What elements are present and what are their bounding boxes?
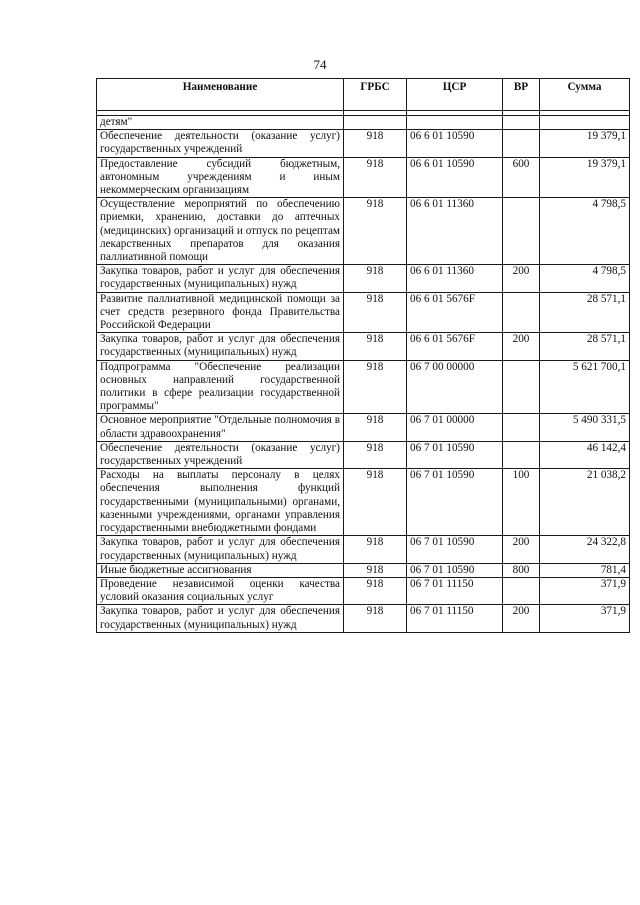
row-sum: 5 490 331,5 — [540, 414, 630, 441]
row-name: Закупка товаров, работ и услуг для обеспечения государственных (муниципальных) нужд — [97, 536, 344, 563]
row-grbs: 918 — [344, 469, 407, 536]
row-grbs — [344, 116, 407, 130]
row-grbs: 918 — [344, 292, 407, 333]
row-vr: 200 — [503, 536, 540, 563]
row-sum: 781,4 — [540, 563, 630, 577]
table-body — [97, 116, 630, 633]
row-sum: 5 621 700,1 — [540, 360, 630, 414]
row-sum: 46 142,4 — [540, 441, 630, 468]
table-row — [97, 116, 630, 130]
header-grbs: ГРБС — [344, 79, 407, 111]
header-name: Наименование — [97, 79, 344, 111]
row-csr: 06 6 01 5676F — [407, 333, 503, 360]
table-row — [97, 441, 630, 468]
table-row — [97, 414, 630, 441]
row-sum: 28 571,1 — [540, 292, 630, 333]
row-name: Предоставление субсидий бюджетным, автономным учреждениям и иным некоммерческим организациям — [97, 157, 344, 198]
row-name: детям" — [97, 116, 344, 130]
table-row — [97, 157, 630, 198]
row-csr: 06 7 01 00000 — [407, 414, 503, 441]
row-vr — [503, 130, 540, 157]
row-csr: 06 6 01 5676F — [407, 292, 503, 333]
row-name: Закупка товаров, работ и услуг для обеспечения государственных (муниципальных) нужд — [97, 333, 344, 360]
row-vr — [503, 198, 540, 265]
row-csr: 06 7 01 11150 — [407, 605, 503, 632]
row-csr: 06 7 01 10590 — [407, 441, 503, 468]
row-grbs: 918 — [344, 198, 407, 265]
row-vr — [503, 116, 540, 130]
row-grbs: 918 — [344, 605, 407, 632]
row-name: Обеспечение деятельности (оказание услуг) государственных учреждений — [97, 441, 344, 468]
table-row — [97, 563, 630, 577]
row-vr — [503, 292, 540, 333]
row-grbs: 918 — [344, 577, 407, 604]
row-name: Закупка товаров, работ и услуг для обеспечения государственных (муниципальных) нужд — [97, 265, 344, 292]
row-vr — [503, 360, 540, 414]
row-csr: 06 7 01 11150 — [407, 577, 503, 604]
row-grbs: 918 — [344, 536, 407, 563]
table-row — [97, 265, 630, 292]
row-grbs: 918 — [344, 441, 407, 468]
row-vr — [503, 441, 540, 468]
row-sum: 21 038,2 — [540, 469, 630, 536]
row-csr: 06 6 01 11360 — [407, 265, 503, 292]
row-sum: 371,9 — [540, 577, 630, 604]
row-csr: 06 6 01 10590 — [407, 130, 503, 157]
table-header-row — [97, 79, 630, 111]
row-name: Иные бюджетные ассигнования — [97, 563, 344, 577]
row-name: Проведение независимой оценки качества условий оказания социальных услуг — [97, 577, 344, 604]
row-grbs: 918 — [344, 360, 407, 414]
row-grbs: 918 — [344, 414, 407, 441]
table-row — [97, 536, 630, 563]
page-number: 74 — [313, 57, 327, 72]
row-csr — [407, 116, 503, 130]
row-grbs: 918 — [344, 563, 407, 577]
row-sum: 24 322,8 — [540, 536, 630, 563]
header-sum: Сумма — [540, 79, 630, 111]
table-row — [97, 577, 630, 604]
row-sum: 28 571,1 — [540, 333, 630, 360]
table-row — [97, 469, 630, 536]
row-sum: 19 379,1 — [540, 157, 630, 198]
table-row — [97, 130, 630, 157]
row-sum: 4 798,5 — [540, 265, 630, 292]
row-vr: 800 — [503, 563, 540, 577]
table-row — [97, 333, 630, 360]
row-sum — [540, 116, 630, 130]
row-vr: 100 — [503, 469, 540, 536]
row-vr — [503, 414, 540, 441]
row-vr: 200 — [503, 605, 540, 632]
row-name: Подпрограмма "Обеспечение реализации основных направлений государственной политики в сфере реализации государственной программы" — [97, 360, 344, 414]
table-row — [97, 360, 630, 414]
row-name: Основное мероприятие "Отдельные полномочия в области здравоохранения" — [97, 414, 344, 441]
row-sum: 19 379,1 — [540, 130, 630, 157]
row-csr: 06 7 01 10590 — [407, 536, 503, 563]
header-vr: ВР — [503, 79, 540, 111]
row-vr: 600 — [503, 157, 540, 198]
row-name: Закупка товаров, работ и услуг для обеспечения государственных (муниципальных) нужд — [97, 605, 344, 632]
row-grbs: 918 — [344, 265, 407, 292]
row-grbs: 918 — [344, 130, 407, 157]
row-csr: 06 6 01 10590 — [407, 157, 503, 198]
header-csr: ЦСР — [407, 79, 503, 111]
row-name: Расходы на выплаты персоналу в целях обеспечения выполнения функций государственными (муниципальными) органами, казенными учреждениями, органами управления государственными внебюджетными фондами — [97, 469, 344, 536]
row-csr: 06 6 01 11360 — [407, 198, 503, 265]
table-row — [97, 292, 630, 333]
budget-table — [96, 78, 630, 633]
row-csr: 06 7 01 10590 — [407, 469, 503, 536]
row-sum: 4 798,5 — [540, 198, 630, 265]
row-name: Обеспечение деятельности (оказание услуг) государственных учреждений — [97, 130, 344, 157]
row-csr: 06 7 01 10590 — [407, 563, 503, 577]
row-grbs: 918 — [344, 157, 407, 198]
row-grbs: 918 — [344, 333, 407, 360]
row-vr: 200 — [503, 265, 540, 292]
row-sum: 371,9 — [540, 605, 630, 632]
row-csr: 06 7 00 00000 — [407, 360, 503, 414]
table-row — [97, 198, 630, 265]
row-vr — [503, 577, 540, 604]
table-row — [97, 605, 630, 632]
row-name: Развитие паллиативной медицинской помощи за счет средств резервного фонда Правительства Российской Федерации — [97, 292, 344, 333]
row-vr: 200 — [503, 333, 540, 360]
row-name: Осуществление мероприятий по обеспечению приемки, хранению, доставки до аптечных (медицинских) организаций и отпуск по рецептам лекарственных препаратов для оказания паллиативной помощи — [97, 198, 344, 265]
